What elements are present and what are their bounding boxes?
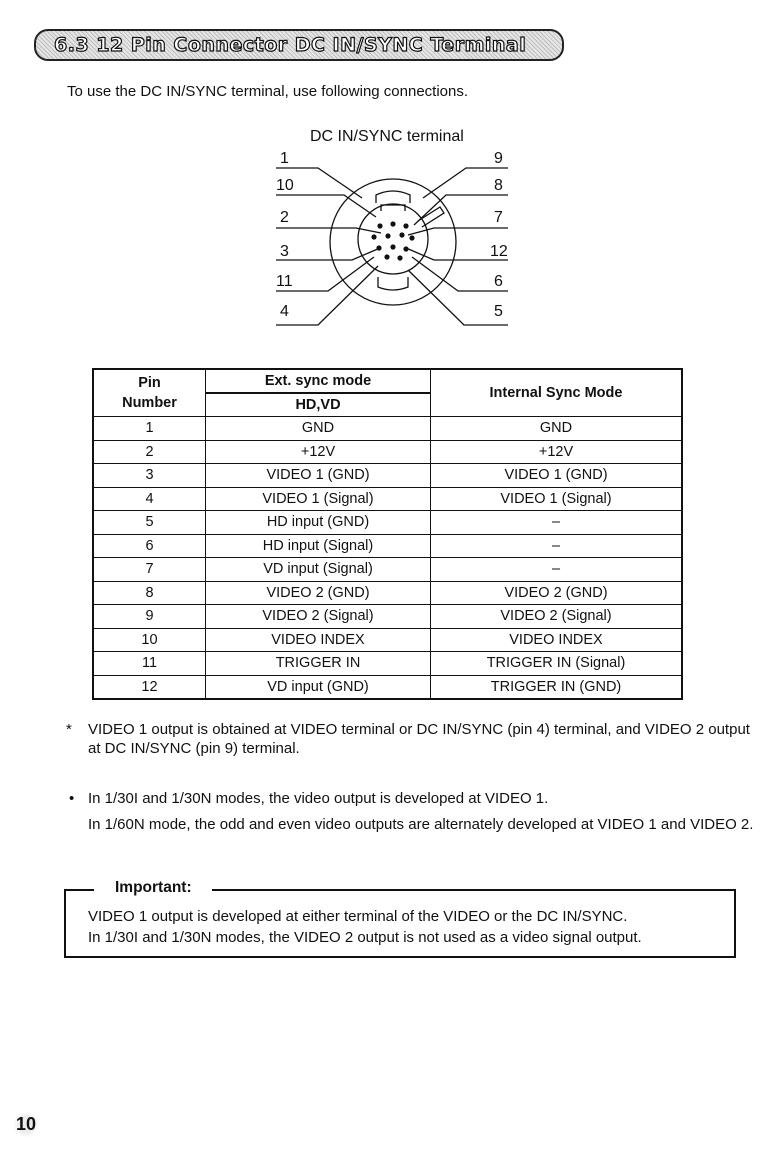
cell-ext: +12V [206, 440, 431, 464]
section-title: 6.3 12 Pin Connector DC IN/SYNC Terminal [54, 34, 527, 56]
table-row [93, 534, 682, 558]
pin-label: 3 [280, 243, 289, 260]
table-row [93, 581, 682, 605]
cell-ext: HD input (Signal) [206, 534, 431, 558]
cell-int: +12V [431, 440, 683, 464]
cell-ext: GND [206, 417, 431, 441]
cell-pin: 3 [93, 464, 206, 488]
asterisk-mark: * [66, 721, 72, 738]
cell-int: VIDEO 2 (Signal) [431, 605, 683, 629]
cell-ext: HD input (GND) [206, 511, 431, 535]
cell-ext: TRIGGER IN [206, 652, 431, 676]
cell-pin: 2 [93, 440, 206, 464]
cell-int: TRIGGER IN (Signal) [431, 652, 683, 676]
table-row [93, 417, 682, 441]
pin-label: 9 [494, 150, 503, 167]
cell-int: – [431, 534, 683, 558]
cell-int: VIDEO 1 (GND) [431, 464, 683, 488]
pin-label: 5 [494, 303, 503, 320]
table-row [93, 511, 682, 535]
cell-int: VIDEO INDEX [431, 628, 683, 652]
important-label: Important: [115, 879, 192, 896]
pin-label: 12 [490, 243, 508, 260]
table-row [93, 675, 682, 699]
cell-ext: VD input (GND) [206, 675, 431, 699]
header-ext-sync: Ext. sync mode [206, 369, 431, 393]
cell-ext: VIDEO 2 (GND) [206, 581, 431, 605]
cell-pin: 7 [93, 558, 206, 582]
connector-drawing [258, 125, 528, 340]
cell-pin: 4 [93, 487, 206, 511]
asterisk-note-text: VIDEO 1 output is obtained at VIDEO terminal or DC IN/SYNC (pin 4) terminal, and VIDEO 2 output at DC IN/SYNC (pin 9) terminal. [88, 721, 750, 757]
bullet-note-text [88, 789, 758, 841]
table-row [93, 440, 682, 464]
bullet-mark: • [69, 790, 75, 807]
cell-ext: VIDEO 1 (Signal) [206, 487, 431, 511]
connector-inner-ring [358, 204, 428, 274]
cell-pin: 6 [93, 534, 206, 558]
cell-ext: VIDEO 2 (Signal) [206, 605, 431, 629]
cell-ext: VD input (Signal) [206, 558, 431, 582]
cell-int: VIDEO 2 (GND) [431, 581, 683, 605]
pin-label: 6 [494, 273, 503, 290]
cell-int: GND [431, 417, 683, 441]
table-row [93, 464, 682, 488]
table-row [93, 605, 682, 629]
cell-pin: 9 [93, 605, 206, 629]
header-ext-sub: HD,VD [206, 393, 431, 417]
cell-ext: VIDEO 1 (GND) [206, 464, 431, 488]
cell-pin: 1 [93, 417, 206, 441]
bullet-line-1: In 1/30I and 1/30N modes, the video output is developed at VIDEO 1. [88, 790, 549, 807]
cell-int: – [431, 511, 683, 535]
page-number: 10 [12, 1112, 40, 1137]
cell-pin: 10 [93, 628, 206, 652]
cell-int: – [431, 558, 683, 582]
cell-pin: 12 [93, 675, 206, 699]
cell-ext: VIDEO INDEX [206, 628, 431, 652]
table-row [93, 487, 682, 511]
pin-label: 2 [280, 209, 289, 226]
header-internal-sync: Internal Sync Mode [431, 369, 683, 417]
table-row [93, 628, 682, 652]
pin-label: 1 [280, 150, 289, 167]
bullet-line-2: In 1/60N mode, the odd and even video outputs are alternately developed at VIDEO 1 and VIDEO 2. [88, 816, 754, 833]
table-row [93, 652, 682, 676]
connector-pins [371, 221, 414, 260]
header-pin-line1: Pin [138, 375, 161, 391]
table-row [93, 558, 682, 582]
intro-text: To use the DC IN/SYNC terminal, use following connections. [67, 83, 469, 100]
cell-pin: 11 [93, 652, 206, 676]
pin-label: 8 [494, 177, 503, 194]
cell-int: TRIGGER IN (GND) [431, 675, 683, 699]
header-pin-line2: Number [122, 395, 177, 411]
important-line-1: VIDEO 1 output is developed at either terminal of the VIDEO or the DC IN/SYNC. [88, 908, 628, 925]
important-text [88, 906, 728, 948]
cell-pin: 8 [93, 581, 206, 605]
diagram-title: DC IN/SYNC terminal [310, 128, 464, 145]
header-pin-number [93, 369, 206, 417]
pin-label: 11 [276, 273, 293, 290]
cell-pin: 5 [93, 511, 206, 535]
pin-assignment-table [92, 368, 683, 700]
pin-label: 7 [494, 209, 503, 226]
cell-int: VIDEO 1 (Signal) [431, 487, 683, 511]
pin-label: 10 [276, 177, 294, 194]
table-body [93, 417, 682, 700]
important-line-2: In 1/30I and 1/30N modes, the VIDEO 2 output is not used as a video signal output. [88, 929, 642, 946]
section-title-banner [34, 29, 564, 61]
pin-label: 4 [280, 303, 289, 320]
connector-diagram [258, 125, 528, 340]
